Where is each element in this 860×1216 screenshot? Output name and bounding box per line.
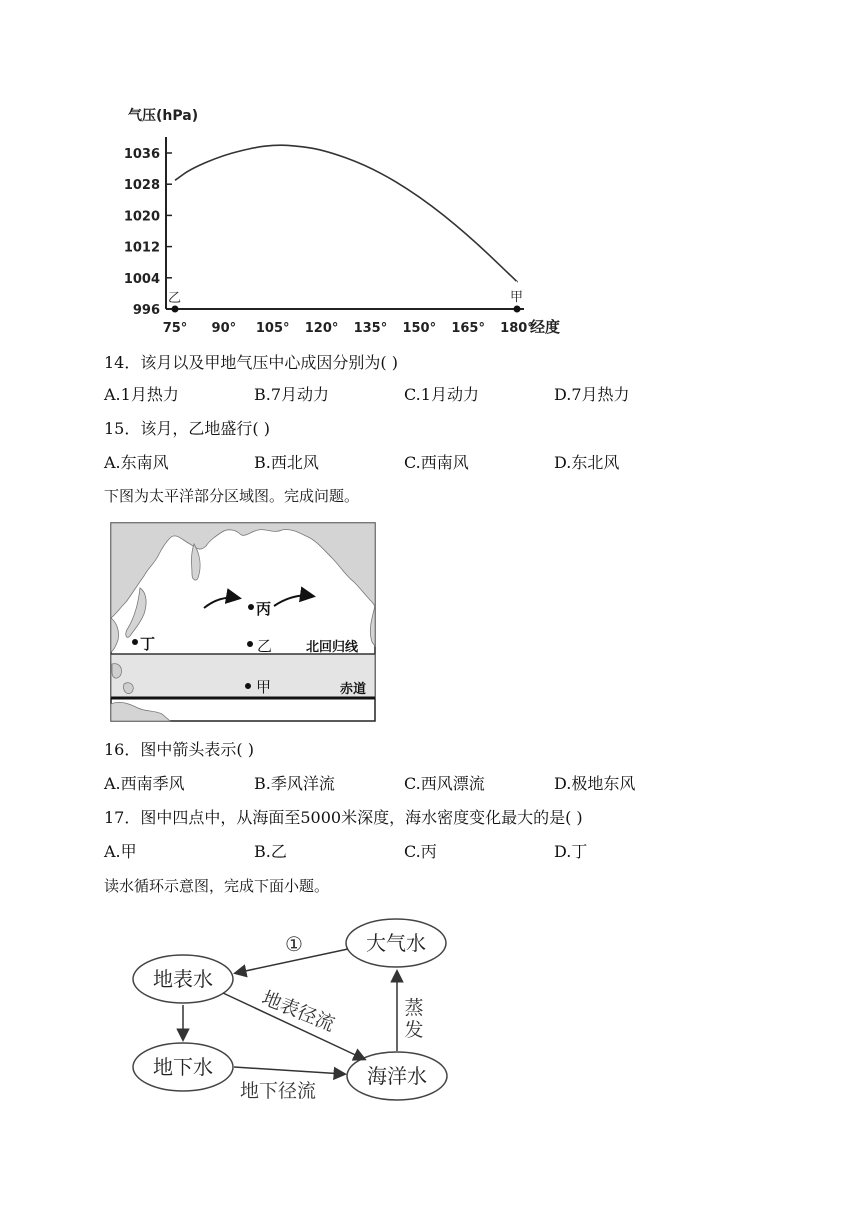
q14-option-d: D.7月热力 <box>554 385 630 404</box>
question-16-stem: 16．图中箭头表示( ) <box>104 740 254 759</box>
y-tick-label: 1028 <box>123 178 160 194</box>
point-yi-label-map: 乙 <box>257 637 273 655</box>
q14-option-a: A.1月热力 <box>104 385 179 404</box>
x-axis-label: 经度 <box>530 318 561 336</box>
point-ding-label: 丁 <box>140 635 156 653</box>
y-tick-label: 1036 <box>123 147 160 162</box>
y-tick-label: 996 <box>132 303 160 318</box>
x-tick-label: 165° <box>451 321 485 336</box>
node-ocean-water-label: 海洋水 <box>367 1064 427 1088</box>
tropical-zone <box>111 654 375 698</box>
x-tick-label: 105° <box>255 321 290 336</box>
water-cycle-diagram <box>128 915 458 1105</box>
x-tick-label: 180° <box>500 321 534 336</box>
label-precipitation: ① <box>285 932 303 956</box>
y-tick-label: 1012 <box>123 240 160 256</box>
label-evaporation-2: 发 <box>404 1019 424 1041</box>
pressure-chart <box>100 95 580 340</box>
q16-option-b: B.季风洋流 <box>254 774 335 793</box>
x-tick-label: 150° <box>402 321 437 336</box>
pressure-line <box>175 145 517 282</box>
point-bing-label: 丙 <box>256 600 272 618</box>
label-evaporation-1: 蒸 <box>404 997 424 1019</box>
point-yi-dot <box>172 306 179 313</box>
q16-option-d: D.极地东风 <box>554 774 636 793</box>
q16-option-c: C.西风漂流 <box>404 774 485 793</box>
q17-option-d: D.丁 <box>554 842 588 861</box>
y-tick-label: 1004 <box>123 271 160 287</box>
q15-option-d: D.东北风 <box>554 453 620 472</box>
q15-option-b: B.西北风 <box>254 453 319 472</box>
point-yi-label: 乙 <box>168 291 182 306</box>
y-axis-label: 气压(hPa) <box>128 108 199 124</box>
label-groundwater-runoff: 地下径流 <box>239 1080 317 1102</box>
point-jia-dot <box>514 306 521 313</box>
x-tick-label: 120° <box>304 321 339 336</box>
y-tick-label: 1020 <box>123 209 160 225</box>
q14-option-c: C.1月动力 <box>404 385 479 404</box>
point-jia-label-map: 甲 <box>256 678 272 696</box>
point-yi-dot-map <box>247 641 253 647</box>
question-17-stem: 17．图中四点中，从海面至5000米深度，海水密度变化最大的是( ) <box>104 808 583 827</box>
point-jia-label: 甲 <box>510 290 524 305</box>
q17-option-a: A.甲 <box>104 842 137 861</box>
x-tick-label: 75° <box>162 321 188 336</box>
node-atmospheric-water-label: 大气水 <box>366 931 426 955</box>
x-tick-label: 90° <box>211 321 237 336</box>
question-15-stem: 15．该月，乙地盛行( ) <box>104 419 270 438</box>
point-ding-dot <box>132 639 138 645</box>
question-14-stem: 14．该月以及甲地气压中心成因分别为( ) <box>104 353 398 372</box>
q17-option-c: C.丙 <box>404 842 437 861</box>
q14-option-b: B.7月动力 <box>254 385 330 404</box>
x-tick-label: 135° <box>353 321 388 336</box>
node-surface-water-label: 地表水 <box>153 967 213 991</box>
point-jia-dot-map <box>245 683 251 689</box>
q15-option-c: C.西南风 <box>404 453 469 472</box>
equator-label: 赤道 <box>340 682 367 697</box>
node-groundwater-label: 地下水 <box>153 1055 213 1079</box>
label-surface-runoff: 地表径流 <box>258 986 338 1036</box>
arrow-groundwater-runoff <box>234 1067 344 1074</box>
tropic-of-cancer-label: 北回归线 <box>306 640 359 655</box>
q15-option-a: A.东南风 <box>104 453 169 472</box>
point-bing-dot <box>248 604 254 610</box>
intro-pacific-map: 下图为太平洋部分区域图。完成问题。 <box>104 487 360 505</box>
intro-water-cycle: 读水循环示意图，完成下面小题。 <box>104 877 330 895</box>
q16-option-a: A.西南季风 <box>104 774 185 793</box>
pacific-map <box>110 522 376 722</box>
q17-option-b: B.乙 <box>254 842 287 861</box>
